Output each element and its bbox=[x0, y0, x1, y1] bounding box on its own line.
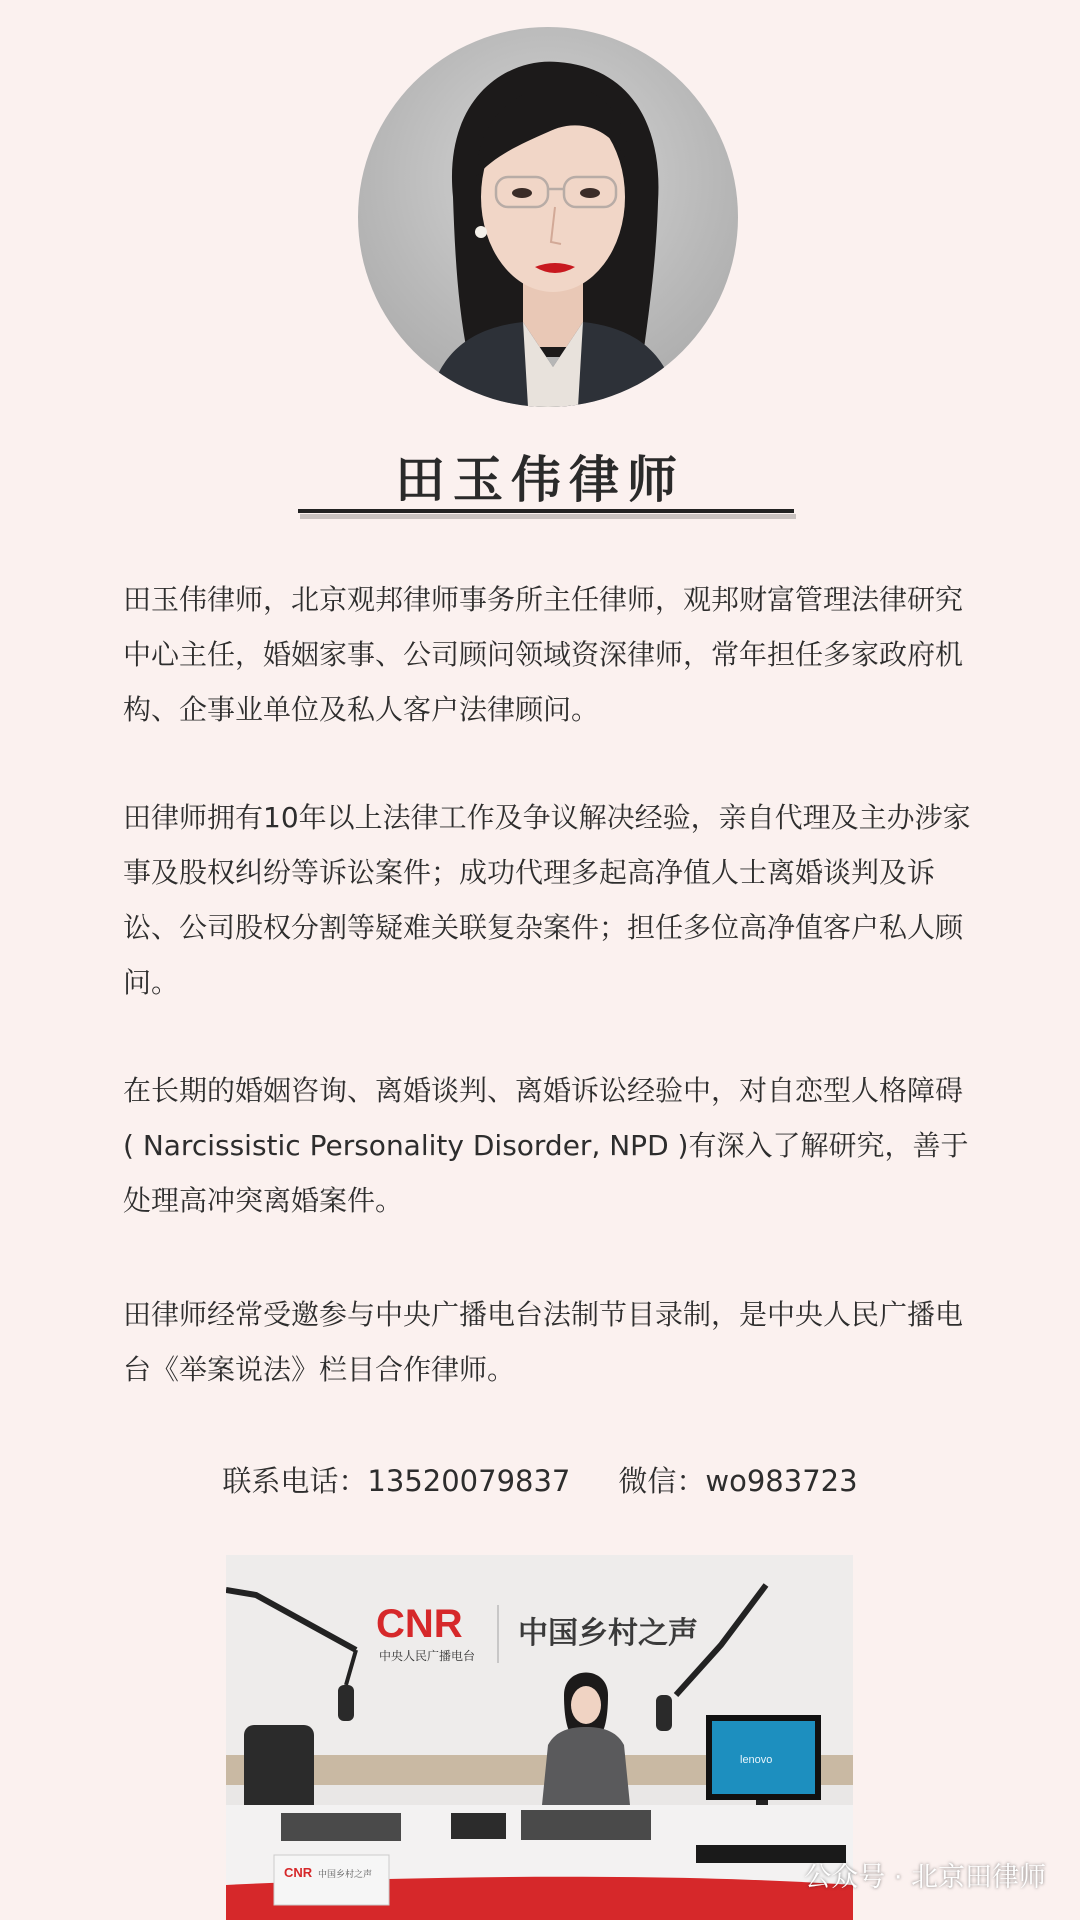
studio-scene bbox=[226, 1555, 853, 1920]
monitor-brand-text: lenovo bbox=[740, 1754, 773, 1766]
contact-wechat: 微信：wo983723 bbox=[618, 1464, 858, 1498]
bio-paragraph-2: 田律师拥有10年以上法律工作及争议解决经验，亲自代理及主办涉家事及股权纠纷等诉讼案件；成功代理多起高净值人士离婚谈判及诉讼、公司股权分割等疑难关联复杂案件；担任多位高净值客户私人顾问。 bbox=[123, 801, 971, 999]
radio-studio-photo bbox=[226, 1555, 853, 1920]
cnr-logo-text: CNR bbox=[376, 1602, 463, 1646]
title-underline-shadow bbox=[300, 514, 796, 519]
station-name-text: 中国乡村之声 bbox=[518, 1616, 698, 1651]
lawyer-name-title: 田玉伟律师 bbox=[395, 450, 685, 509]
title-underline bbox=[298, 509, 794, 513]
mixer-center-icon bbox=[521, 1810, 651, 1840]
microphone-right-icon bbox=[656, 1695, 672, 1731]
desk-logo-subtext: 中国乡村之声 bbox=[318, 1870, 373, 1880]
bio-paragraph-1: 田玉伟律师，北京观邦律师事务所主任律师，观邦财富管理法律研究中心主任，婚姻家事、公司顾问领域资深律师，常年担任多家政府机构、企事业单位及私人客户法律顾问。 bbox=[123, 583, 964, 726]
mixer-left-icon bbox=[281, 1813, 401, 1841]
bio-paragraph-4: 田律师经常受邀参与中央广播电台法制节目录制，是中央人民广播电台《举案说法》栏目合作律师。 bbox=[123, 1298, 964, 1386]
person-icon bbox=[541, 1727, 631, 1815]
contact-info bbox=[0, 1459, 1080, 1500]
desk-logo-text: CNR bbox=[284, 1865, 313, 1880]
cnr-logo-subtext: 中央人民广播电台 bbox=[379, 1649, 476, 1663]
woman-portrait-icon bbox=[358, 27, 738, 407]
watermark-text: 公众号 · 北京田律师 bbox=[804, 1862, 1046, 1893]
microphone-left-icon bbox=[338, 1685, 354, 1721]
bio-paragraph-3: 在长期的婚姻咨询、离婚谈判、离婚诉讼经验中，对自恋型人格障碍 ( Narcissistic Personality Disorder, NPD )有深入了解研究，善于处理高冲突离婚案件。 bbox=[123, 1074, 969, 1217]
contact-phone: 联系电话：13520079837 bbox=[222, 1464, 571, 1498]
lawyer-portrait-photo bbox=[358, 27, 738, 407]
